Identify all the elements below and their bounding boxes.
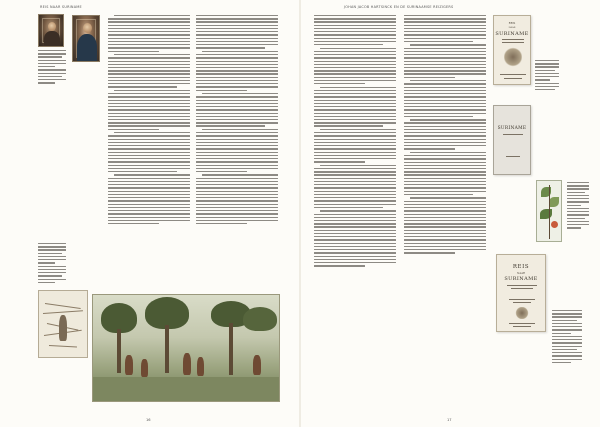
large-book-cover: [496, 254, 546, 332]
right-caption-large-cover: [552, 310, 582, 365]
small-cover-line-1: REIS: [508, 22, 516, 25]
right-running-head: JOHAN JACOB HARTSINCK EN DE SURINAAMSE REIZIGERS: [344, 5, 454, 9]
small-book-cover: [493, 15, 531, 85]
portrait-man-image: [72, 15, 100, 62]
left-folio: 16: [146, 418, 151, 422]
botanical-plate-image: [536, 180, 562, 242]
grey-book-cover: [493, 105, 531, 175]
right-page-column-2: [404, 15, 486, 256]
left-sketch-image: [38, 290, 88, 358]
left-landscape-illustration: [92, 294, 280, 402]
grey-cover-title: SURINAME: [497, 126, 527, 131]
large-cover-place: SURINAME: [504, 276, 538, 282]
left-running-head: REIS NAAR SURINAME: [40, 5, 82, 9]
small-cover-line-2: NAAR: [508, 26, 516, 29]
small-cover-title: SURINAME: [495, 31, 529, 37]
page-gutter: [299, 0, 301, 427]
left-caption-sketch: [38, 243, 66, 285]
right-caption-small-cover: [535, 60, 559, 92]
left-page-column-1: [108, 15, 190, 226]
large-cover-connector: NAAR: [517, 272, 525, 275]
large-cover-title: REIS: [512, 264, 530, 270]
right-caption-plate: [567, 182, 589, 231]
right-page-column-1: [314, 15, 396, 269]
right-folio: 17: [447, 418, 452, 422]
portrait-woman-image: [38, 14, 64, 47]
left-caption-portraits: [38, 50, 66, 86]
left-page-column-2: [196, 15, 278, 226]
